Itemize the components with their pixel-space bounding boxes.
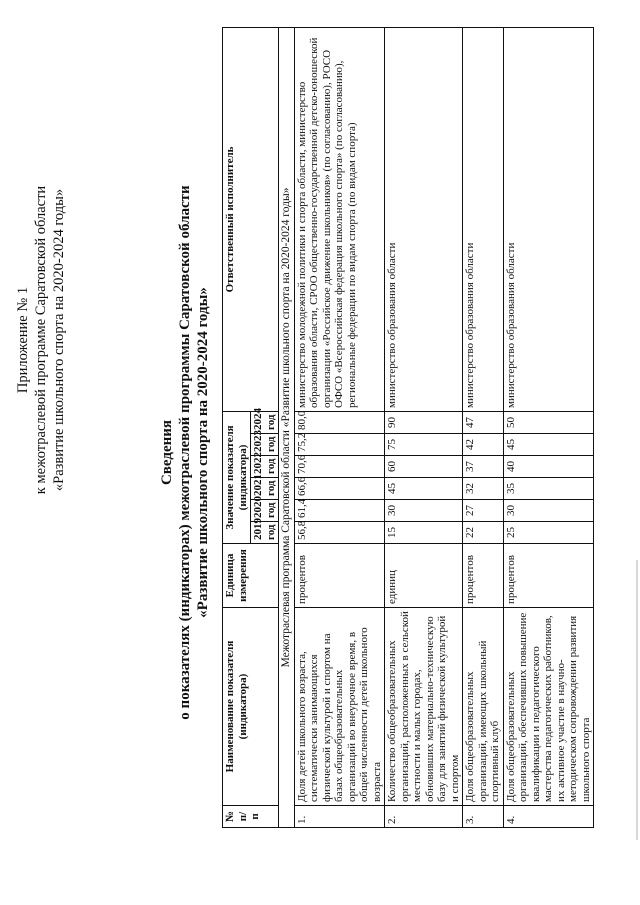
appendix-header — [14, 40, 68, 640]
row-num: 1. — [294, 806, 385, 828]
header-values: Значение показателя (индикатора) — [223, 411, 251, 543]
row-name: Количество общеобразовательных организаций, расположенных в сельской местности и малых городах, обновивших материально-техническую базу для занятий физической культурой и спортом — [385, 608, 463, 806]
row-value: 60 — [385, 456, 463, 478]
row-value: 37 — [463, 456, 504, 478]
appendix-line-1: Приложение № 1 — [15, 286, 31, 394]
indicators-table — [222, 27, 594, 828]
row-unit: процентов — [503, 544, 594, 608]
row-name: Доля детей школьного возраста, систематически занимающихся физической культурой и спортом на базах общеобразовательных организаций во внеурочное время, в общей численности детей школьного возраста — [294, 608, 385, 806]
row-value: 15 — [385, 522, 463, 544]
row-value: 90 — [385, 411, 463, 433]
row-value: 30 — [385, 500, 463, 522]
row-value: 32 — [463, 478, 504, 500]
section-title: Межотраслевая программа Саратовской области «Развитие школьного спорта на 2020-2024 годы» — [279, 27, 295, 827]
title-line-3: «Развитие школьного спорта на 2020-2024 годы» — [195, 287, 211, 618]
header-year: 2024 год — [251, 411, 279, 433]
header-executor: Ответственный исполнитель — [223, 27, 279, 411]
table-row — [385, 27, 463, 827]
row-executor: министерство образования области — [463, 27, 504, 411]
row-value: 80,0 — [294, 411, 385, 433]
row-value: 75 — [385, 434, 463, 456]
row-value: 42 — [463, 434, 504, 456]
row-num: 2. — [385, 806, 463, 828]
scan-edge-mark — [636, 560, 638, 840]
row-value: 50 — [503, 411, 594, 433]
title-line-2: о показателях (индикаторах) межотраслевой программы Саратовской области — [177, 185, 193, 720]
header-unit: Единица измерения — [223, 544, 279, 608]
row-num: 4. — [503, 806, 594, 828]
row-executor: министерство образования области — [503, 27, 594, 411]
row-name: Доля общеобразовательных организаций, обеспечивших повышение квалификации и педагогического мастерства педагогических работников, их активное участие в научно-методическом сопровождении развития школьного спорта — [503, 608, 594, 806]
document-title — [158, 20, 212, 885]
row-unit: процентов — [294, 544, 385, 608]
header-year: 2022 год — [251, 456, 279, 478]
row-value: 22 — [463, 522, 504, 544]
row-name: Доля общеобразовательных организаций, имеющих школьный спортивный клуб — [463, 608, 504, 806]
row-value: 40 — [503, 456, 594, 478]
section-row — [279, 27, 295, 827]
row-value: 45 — [385, 478, 463, 500]
title-line-1: Сведения — [159, 419, 175, 486]
header-year: 2020 год — [251, 500, 279, 522]
row-executor: министерство молодежной политики и спорта области, министерство образования области, СРОО общественно-государственной детско-юношеской организации «Российское движение школьников» (по согласованию), РОСО ОФСО «Всероссийская федерация школьного спорта» (по согласованию), региональные федерации по видам спорта (по видам спорта) — [294, 27, 385, 411]
appendix-line-3: «Развитие школьного спорта на 2020-2024 годы» — [51, 188, 67, 492]
row-value: 45 — [503, 434, 594, 456]
table-row — [294, 27, 385, 827]
row-value: 35 — [503, 478, 594, 500]
row-executor: министерство образования области — [385, 27, 463, 411]
header-row — [223, 27, 251, 827]
row-value: 25 — [503, 522, 594, 544]
row-unit: процентов — [463, 544, 504, 608]
table-row — [463, 27, 504, 827]
row-value: 30 — [503, 500, 594, 522]
header-year: 2019 год — [251, 522, 279, 544]
header-year: 2021 год — [251, 478, 279, 500]
row-unit: единиц — [385, 544, 463, 608]
row-num: 3. — [463, 806, 504, 828]
row-value: 27 — [463, 500, 504, 522]
row-value: 61,4 — [294, 500, 385, 522]
row-value: 66,6 — [294, 478, 385, 500]
row-value: 70,6 — [294, 456, 385, 478]
appendix-line-2: к межотраслевой программе Саратовской области — [33, 185, 49, 495]
row-value: 47 — [463, 411, 504, 433]
header-year: 2023 год — [251, 434, 279, 456]
row-value: 56,8 — [294, 522, 385, 544]
row-value: 75,2 — [294, 434, 385, 456]
table-row — [503, 27, 594, 827]
header-name: Наименование показателя (индикатора) — [223, 608, 279, 806]
header-num: № п/п — [223, 806, 279, 828]
